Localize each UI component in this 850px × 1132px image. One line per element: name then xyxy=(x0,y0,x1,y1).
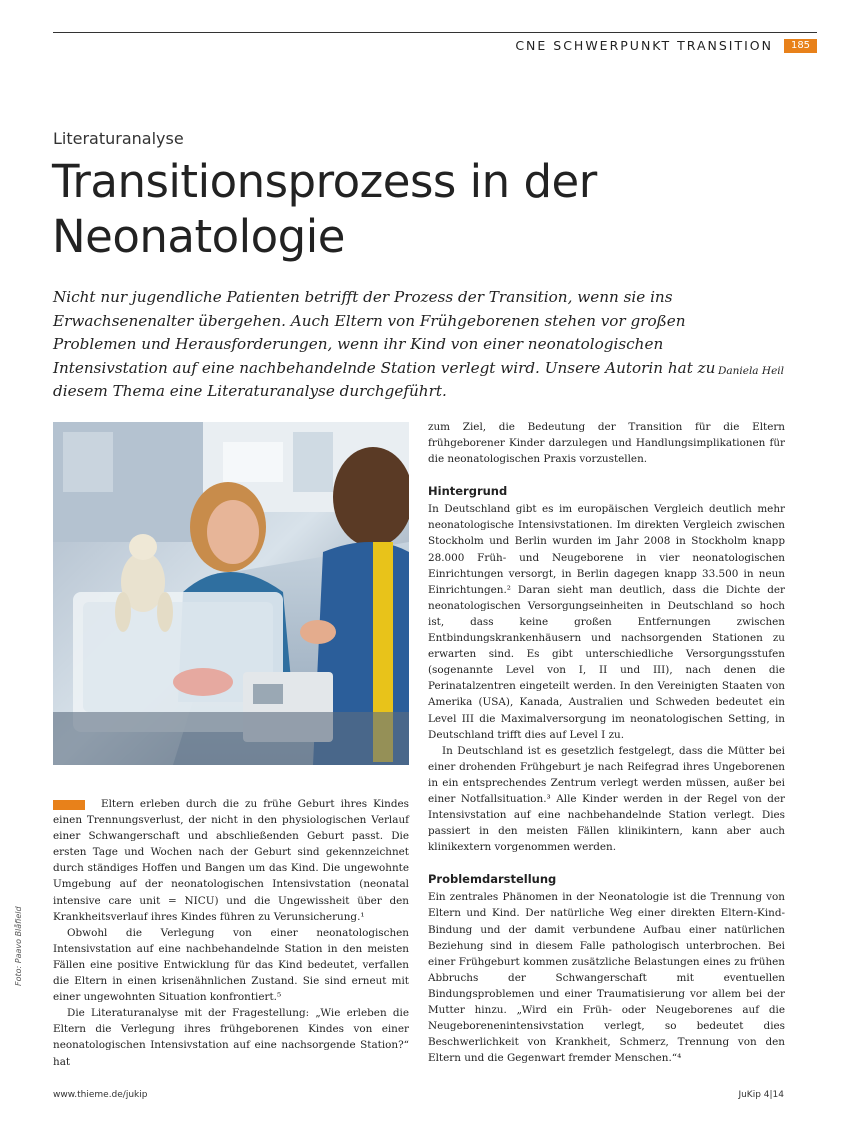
paragraph: Ein zentrales Phänomen in der Neonatologie ist die Trennung von Eltern und Kind. Der natürliche Weg einer direkten Eltern-Kind-Bindung und der damit verbundene Aufbau einer natürlichen Beziehung sind in diesem Falle pathologisch unterbrochen. Bei einer Frühgeburt kommen zusätzliche Belastungen eines zu frühen Abbruchs der Schwangerschaft mit eventuellen Bindungsproblemen und einer Traumatisierung vor allem bei der Mutter hinzu. „Wird ein Früh- oder Neugeborenes auf die Neugeborenenintensivstation verlegt, so bedeutet dies Beschwerlichkeit von Krankheit, Schmerz, Trennung von den Eltern und die Gegenwart fremder Menschen.“⁴ xyxy=(428,891,785,1065)
text-column-left xyxy=(53,796,409,1070)
section-heading-hintergrund: Hintergrund xyxy=(428,484,508,499)
paragraph: Obwohl die Verlegung von einer neonatologischen Intensivstation auf eine nachbehandelnde Station in den meisten Fällen eine positive Entwicklung für das Kind bedeutet, verfallen die Eltern in einen krisenähnlichen Zustand. Sie sind erneut mit einer ungewohnten Situation konfrontiert.⁵ xyxy=(53,926,409,1004)
paragraph: Die Literaturanalyse mit der Fragestellung: „Wie erleben die Eltern die Verlegung ihres frühgeborenen Kindes von einer neonatologischen Intensivstation auf eine nachsorgende Station?“ hat xyxy=(53,1007,409,1068)
article-kicker: Literaturanalyse xyxy=(53,129,184,148)
paragraph: In Deutschland ist es gesetzlich festgelegt, dass die Mütter bei einer drohenden Frühgeburt je nach Reifegrad ihres Ungeborenen in ein entsprechendes Zentrum verlegt werden müssen, außer bei einer Notfallsituation.³ Alle Kinder werden in der Regel von der Intensivstation auf eine nachbehandelnde Station verlegt. Dies passiert in den meisten Fällen klinikintern, kann aber auch klinikextern vorgenommen werden. xyxy=(428,744,785,854)
footer-url: www.thieme.de/jukip xyxy=(53,1090,148,1100)
section-heading-problemdarstellung: Problemdarstellung xyxy=(428,872,557,887)
photo-credit: Foto: Paavo Blåfield xyxy=(14,906,23,986)
paragraph: zum Ziel, die Bedeutung der Transition für die Eltern frühgeborener Kinder darzulegen und Handlungsimplikationen für die neonatologischen Praxis vorzustellen. xyxy=(428,421,785,466)
article-lead: Nicht nur jugendliche Patienten betrifft der Prozess der Transition, wenn sie ins Erwachsenenalter übergehen. Auch Eltern von Frühgeborenen stehen vor großen Problemen und Herausforderungen, wenn ihr Kind von einer neonatologischen Intensivstation auf eine nachbehandelnde Station verlegt wird. Unsere Autorin hat zu diesem Thema eine Literaturanalyse durchgeführt. xyxy=(53,288,716,400)
article-photo xyxy=(53,422,409,765)
paragraph: In Deutschland gibt es im europäischen Vergleich deutlich mehr neonatologische Intensivstationen. Im direkten Vergleich zwischen Stockholm und Berlin wurden im Jahr 2008 in Stockholm knapp 28.000 Früh- und Neugeborene in vier neonatologischen Einrichtungen versorgt, in Berlin dagegen knapp 33.500 in neun Einrichtungen.² Daran sieht man deutlich, dass die Dichte der neonatologischen Versorgungseinheiten in Deutschland so hoch ist, dass keine großen Entfernungen zwischen Entbindungskrankenhäusern und nachsorgenden Stationen zu erwarten sind. Es gibt unterschiedliche Versorgungsstufen (sogenannte Level von I, II und III), nach denen die Perinatalzentren eingeteilt werden. In den Vereinigten Staaten von Amerika (USA), Kanada, Australien und Schweden bedeutet ein Level III die Maximalversorgung im neonatologischen Setting, in Deutschland trifft dies auf Level I zu. xyxy=(428,503,785,741)
article-author: Daniela Heil xyxy=(717,365,784,377)
section-header: CNE SCHWERPUNKT TRANSITION xyxy=(515,38,773,53)
text-column-right xyxy=(428,419,785,1066)
paragraph: Eltern erleben durch die zu frühe Geburt ihres Kindes einen Trennungsverlust, der nicht in den physiologischen Verlauf einer Schwangerschaft und abschließenden Geburt passt. Die ersten Tage und Wochen nach der Geburt sind gekennzeichnet durch ständiges Hoffen und Bangen um das Kind. Die ungewohnte Umgebung auf der neonatologischen Intensivstation (neonatal intensive care unit = NICU) und die Ungewissheit über den Krankheitsverlauf ihres Kindes führen zu Verunsicherung.¹ xyxy=(53,798,409,923)
article-title: Transitionsprozess in der Neonatologie xyxy=(52,155,597,263)
header-rule xyxy=(53,32,817,33)
footer-issue: JuKip 4|14 xyxy=(738,1090,784,1100)
page-number-badge: 185 xyxy=(784,39,817,53)
